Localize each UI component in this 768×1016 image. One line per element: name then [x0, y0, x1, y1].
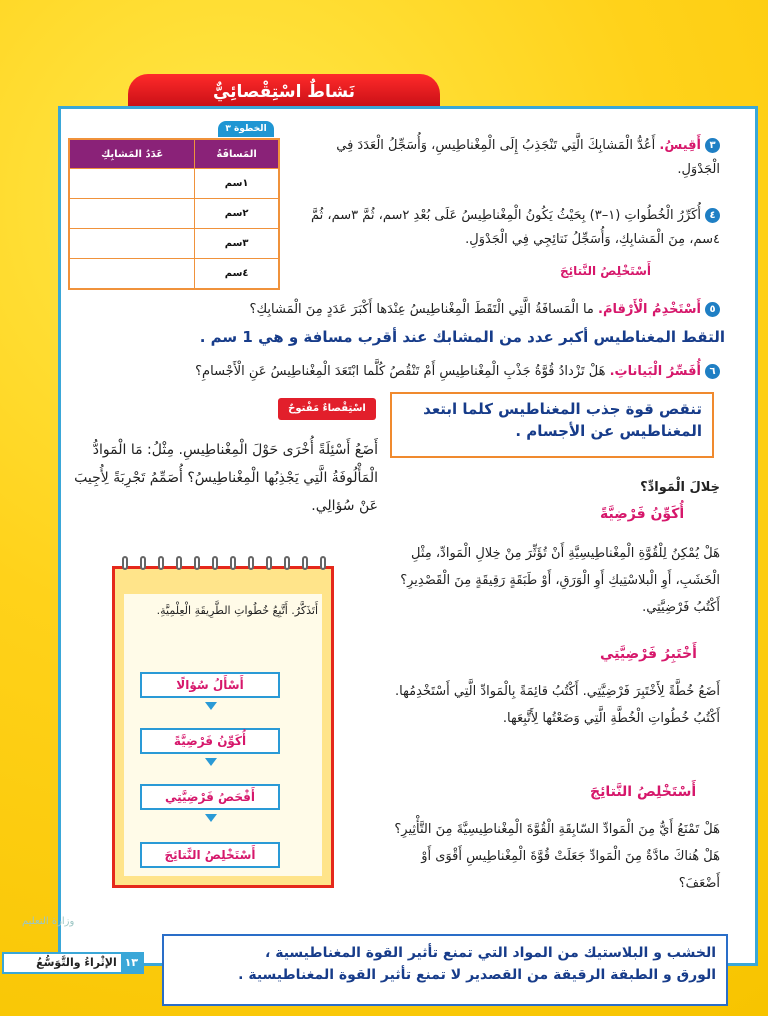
table-row	[69, 199, 279, 229]
hypothesis-text: هَلْ يُمْكِنُ لِلْقُوَّةِ الْمِغْناطِيسِيَّةِ أَنْ تُؤَثِّرَ مِنْ خِلالِ الْمَوادِّ، مِثْلِ الْخَشَبِ، أَوِ الْبلاسْتِيكِ أَوِ الْوَرَقِ، أَوْ طَبَقَةٍ رَقِيقَةٍ مِنَ الْقَصْدِيرِ؟ أَكْتُبُ فَرْضِيَّتِي.	[400, 546, 720, 615]
arrow-down-icon	[205, 702, 217, 710]
ring-icon	[320, 556, 326, 570]
final-answer-line-1: الخشب و البلاستيك من المواد التي تمنع تأثير القوة المغناطيسية ،	[265, 945, 716, 961]
table-row	[69, 169, 279, 199]
answer-5: التقط المغناطيس أكبر عدد من المشابك عند أقرب مسافة و هي 1 سم .	[199, 328, 725, 346]
step-3-number: ٣	[705, 138, 720, 153]
footer-section-label	[2, 952, 144, 974]
open-inquiry-text: أَضَعُ أَسْئِلَةً أُخْرَى حَوْلَ الْمِغْناطِيسِ. مِثْلُ: مَا الْمَوادُّ الْمَأْلُوفَةُ الَّتِي يَجْذِبُها الْمِغْناطِيسُ؟ أُصَمِّمُ تَجْرِبَةً لِأُجِيبَ عَنْ سُؤالِي.	[74, 442, 378, 514]
cell-distance: ٢سم	[195, 199, 279, 229]
cell-distance: ١سم	[195, 169, 279, 199]
method-step-hypothesis: أُكَوِّنُ فَرْضِيَّةً	[140, 728, 280, 754]
card-title: أَتَذَكَّرُ. أَتَّبِعُ خُطُواتِ الطَّرِيقَةِ الْعِلْمِيَّةِ.	[156, 604, 318, 617]
step-3	[290, 134, 720, 182]
step-4-number: ٤	[705, 208, 720, 223]
cell-count[interactable]	[69, 259, 195, 290]
ring-icon	[266, 556, 272, 570]
ring-icon	[284, 556, 290, 570]
spiral-binding	[122, 556, 326, 570]
test-text: أَضَعُ خُطَّةً لِأَخْتَبِرَ فَرْضِيَّتِي. أَكْتُبُ قائِمَةً بِالْمَوادِّ الَّتِي أَسْتَخْدِمُها. أَكْتُبُ خُطُواتِ الْخُطَّةِ الَّتِي وَضَعْتُها لِأَتَّبِعَها.	[395, 684, 720, 726]
cell-distance: ٤سم	[195, 259, 279, 290]
question-tail: خِلالَ الْمَوادِّ؟	[640, 480, 720, 495]
step-6-keyword: أُفَسِّرُ الْبَياناتِ.	[609, 364, 701, 379]
cell-count[interactable]	[69, 169, 195, 199]
ring-icon	[140, 556, 146, 570]
hypothesis-heading: أُكَوِّنُ فَرْضِيَّةً	[600, 506, 685, 522]
step-6	[90, 360, 720, 384]
step-6-number: ٦	[705, 364, 720, 379]
ring-icon	[230, 556, 236, 570]
test-heading: أَخْتَبِرُ فَرْضِيَّتِي	[600, 646, 697, 662]
ring-icon	[302, 556, 308, 570]
table-row	[69, 229, 279, 259]
conclusions-heading: أَسْتَخْلِصُ النَّتائِجَ	[590, 784, 697, 800]
cell-count[interactable]	[69, 229, 195, 259]
method-step-conclude: أَسْتَخْلِصُ النَّتائِجَ	[140, 842, 280, 868]
header-clip-count: عَدَدُ المَشابِكِ	[69, 139, 195, 169]
final-answer-line-2: الورق و الطبقة الرقيقة من القصدير لا تمنع تأثير القوة المغناطيسية .	[238, 967, 716, 983]
conclude-heading: أَسْتَخْلِصُ النَّتائِجَ	[560, 264, 651, 278]
method-step-ask: أَسْأَلُ سُؤالًا	[140, 672, 280, 698]
header-distance: المَسافَةُ	[195, 139, 279, 169]
step-5-number: ٥	[705, 302, 720, 317]
table-row	[69, 259, 279, 290]
step-3-text: أَعُدُّ الْمَشابِكَ الَّتِي تَنْجَذِبُ إِلَى الْمِغْناطِيسِ، وَأُسَجِّلُ الْعَدَدَ فِي الْجَدْوَلِ.	[336, 138, 720, 177]
step-5-text: ما الْمَسافَةُ الَّتِي الْتَقَطَ الْمِغْناطِيسُ عِنْدَها أَكْبَرَ عَدَدٍ مِنَ الْمَشابِكِ؟	[249, 302, 599, 317]
method-step-test: أَفْحَصُ فَرْضِيَّتِي	[140, 784, 280, 810]
open-inquiry-tag: اسْتِقْصاءٌ مَفْتوحٌ	[278, 398, 376, 420]
activity-banner: نَشاطٌ اسْتِقْصائِيٌّ	[128, 74, 440, 108]
ring-icon	[212, 556, 218, 570]
ring-icon	[158, 556, 164, 570]
ring-icon	[122, 556, 128, 570]
footer-label-text: الإثْراءُ والتَّوَسُّعُ	[36, 956, 117, 969]
step-5-keyword: أَسْتَخْدِمُ الْأَرْقامَ.	[598, 302, 701, 317]
step-5	[90, 298, 720, 322]
conclusions-text: هَلْ تَمْنَعُ أَيٌّ مِنَ الْمَوادِّ السّابِقَةِ الْقُوَّةَ الْمِغْناطِيسِيَّةَ مِنَ التَّأْثِيرِ؟ هَلْ هُناكَ مادَّةٌ مِنَ الْمَوادِّ جَعَلَتْ قُوَّةَ الْمِغْناطِيسِ أَقْوَى أَوْ أَضْعَفَ؟	[394, 822, 720, 891]
arrow-down-icon	[205, 758, 217, 766]
ring-icon	[176, 556, 182, 570]
step-4-text: أُكَرِّرُ الْخُطُواتِ (١–٣) بِحَيْثُ يَكُونُ الْمِغْناطِيسُ عَلَى بُعْدِ ٢سم، ثُمَّ ٣سم، ثُمَّ ٤سم، مِنَ الْمَشابِكِ، وَأُسَجِّلُ نَتائِجِي فِي الْجَدْوَلِ.	[311, 208, 720, 247]
step-6-text: هَلْ تَزْدادُ قُوَّةُ جَذْبِ الْمِغْناطِيسِ أَمْ تَنْقُصُ كُلَّما ابْتَعَدَ الْمِغْناطِيسُ عَنِ الْأَجْسامِ؟	[195, 364, 610, 379]
distance-table	[68, 138, 280, 290]
step-3-keyword: أَقِيسُ.	[659, 138, 701, 153]
step-4	[290, 204, 720, 252]
ring-icon	[194, 556, 200, 570]
step-badge: الخطوة ٣	[218, 121, 274, 137]
cell-count[interactable]	[69, 199, 195, 229]
ring-icon	[248, 556, 254, 570]
page-number: ١٣	[121, 954, 142, 972]
cell-distance: ٣سم	[195, 229, 279, 259]
ministry-watermark: وزارة التعليم	[22, 916, 75, 927]
final-answer-box	[162, 934, 728, 1006]
answer-6-box: تنقص قوة جذب المغناطيس كلما ابتعد المغناطيس عن الأجسام .	[390, 392, 714, 458]
arrow-down-icon	[205, 814, 217, 822]
